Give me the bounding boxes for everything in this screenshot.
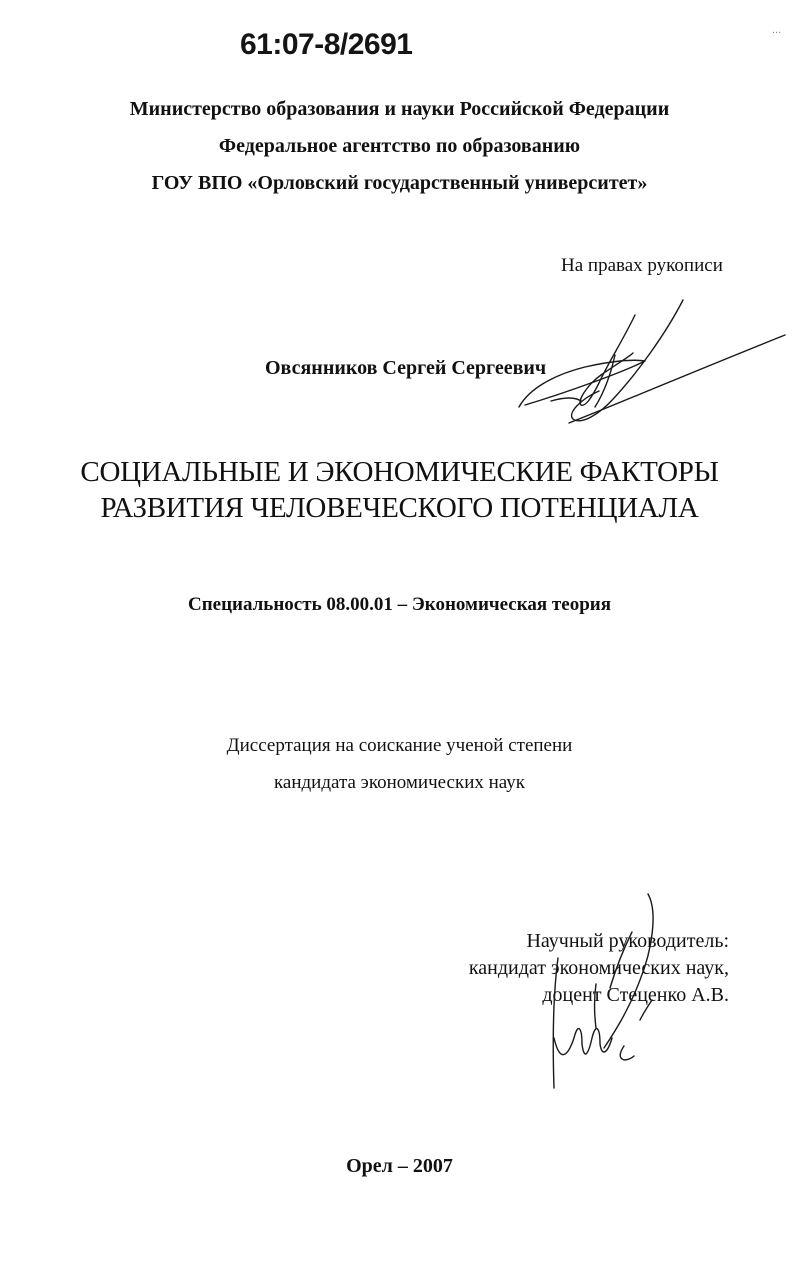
corner-mark: ... bbox=[772, 24, 782, 36]
catalog-code: 61:07-8/2691 bbox=[240, 28, 413, 61]
city-year: Орел – 2007 bbox=[346, 1155, 453, 1177]
supervisor-name: доцент Стеценко А.В. bbox=[542, 984, 729, 1006]
manuscript-note: На правах рукописи bbox=[561, 255, 723, 276]
author-name: Овсянников Сергей Сергеевич bbox=[265, 357, 547, 379]
dissertation-line-1: Диссертация на соискание ученой степени bbox=[226, 735, 573, 756]
university-name: ГОУ ВПО «Орловский государственный университет» bbox=[151, 172, 648, 194]
ministry-name: Министерство образования и науки Российской Федерации bbox=[129, 98, 670, 120]
agency-name: Федеральное агентство по образованию bbox=[218, 135, 581, 157]
dissertation-line-2: кандидата экономических наук bbox=[273, 772, 526, 793]
supervisor-signature bbox=[540, 888, 670, 1098]
supervisor-degree: кандидат экономических наук, bbox=[468, 957, 729, 979]
supervisor-label: Научный руководитель: bbox=[526, 930, 729, 952]
title-line-1: СОЦИАЛЬНЫЕ И ЭКОНОМИЧЕСКИЕ ФАКТОРЫ bbox=[80, 456, 719, 488]
specialty: Специальность 08.00.01 – Экономическая теория bbox=[187, 594, 611, 615]
title-line-2: РАЗВИТИЯ ЧЕЛОВЕЧЕСКОГО ПОТЕНЦИАЛА bbox=[100, 492, 699, 524]
author-signature bbox=[515, 295, 795, 435]
